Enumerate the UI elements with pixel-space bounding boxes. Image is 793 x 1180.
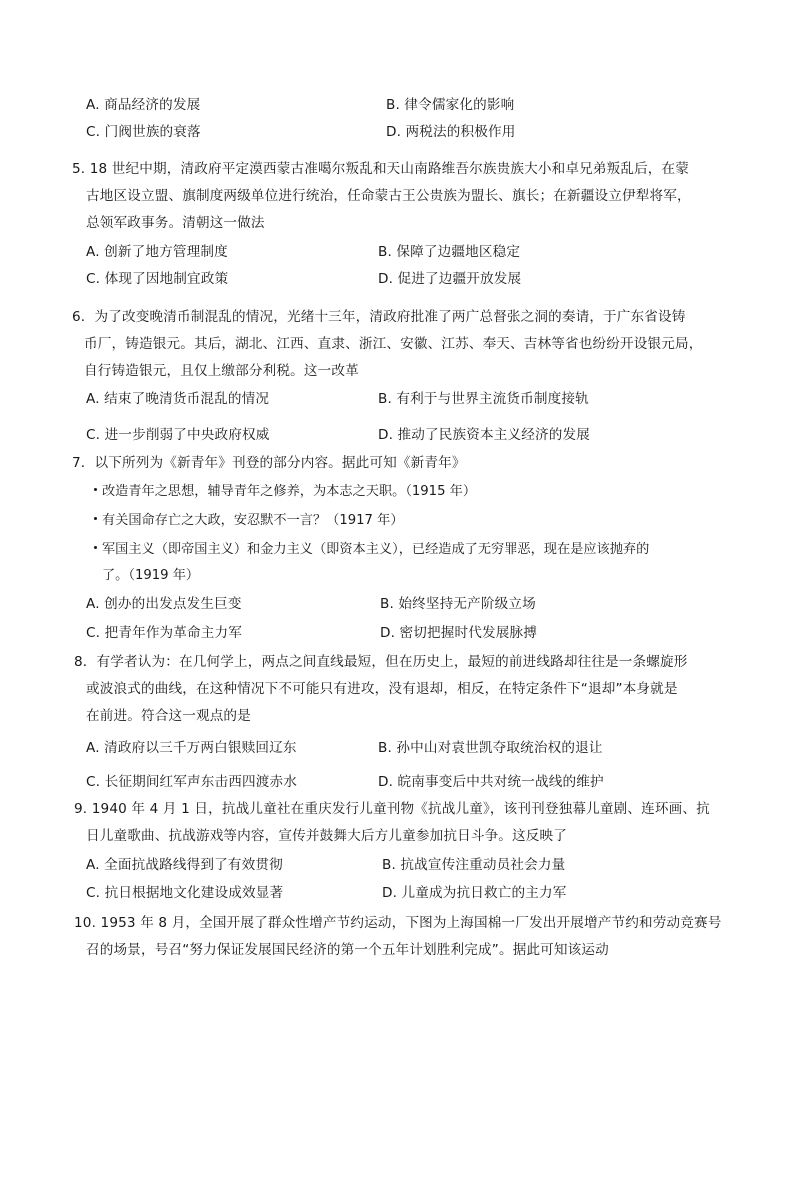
q4-option-a: A. 商品经济的发展 [86, 97, 201, 113]
q8-stem-line2: 或波浪式的曲线，在这种情况下不可能只有进攻，没有退却，相反，在特定条件下“退却”本身就是 [86, 681, 678, 697]
q5-stem-line2: 古地区设立盟、旗制度两级单位进行统治，任命蒙古王公贵族为盟长、旗长；在新疆设立伊犁将军， [86, 188, 691, 204]
q5-stem-line3: 总领军政事务。清朝这一做法 [86, 215, 265, 231]
q9-stem-line1: 9. 1940 年 4 月 1 日，抗战儿童社在重庆发行儿童刊物《抗战儿童》，该刊刊登独幕儿童剧、连环画、抗 [74, 801, 710, 817]
q7-bullet-1 [94, 482, 476, 502]
q4-option-b: B. 律令儒家化的影响 [386, 97, 515, 113]
q8-option-b: B. 孙中山对袁世凯夺取统治权的退让 [378, 740, 603, 756]
q8-option-c: C. 长征期间红军声东击西四渡赤水 [86, 774, 297, 790]
q7-bullet-1-text: 改造青年之思想，辅导青年之修养，为本志之天职。（1915 年） [102, 484, 477, 499]
q7-bullet-3-text: 军国主义（即帝国主义）和金力主义（即资本主义），已经造成了无穷罪恶，现在是应该抛弃的 [102, 542, 650, 557]
q8-option-a: A. 清政府以三千万两白银赎回辽东 [86, 740, 297, 756]
q9-option-d: D. 儿童成为抗日救亡的主力军 [382, 885, 567, 901]
q10-stem-line1: 10. 1953 年 8 月，全国开展了群众性增产节约运动，下图为上海国棉一厂发出开展增产节约和劳动竞赛号 [74, 915, 722, 931]
q8-option-d: D. 皖南事变后中共对统一战线的维护 [378, 774, 604, 790]
q7-bullet-2-text: 有关国命存亡之大政，安忍默不一言？（1917 年） [102, 513, 404, 528]
q8-stem-line1: 8．有学者认为：在几何学上，两点之间直线最短，但在历史上，最短的前进线路却往往是一条螺旋形 [74, 654, 688, 670]
q7-option-a: A. 创办的出发点发生巨变 [86, 596, 242, 612]
q6-stem-line2: 币厂，铸造银元。其后，湖北、江西、直隶、浙江、安徽、江苏、奉天、吉林等省也纷纷开设银元局， [84, 336, 703, 352]
q7-bullet-3-continued: 了。（1919 年） [102, 568, 200, 583]
q9-option-a: A. 全面抗战路线得到了有效贯彻 [86, 857, 283, 873]
q7-option-b: B. 始终坚持无产阶级立场 [380, 596, 536, 612]
q7-bullet-2 [94, 511, 404, 531]
q7-option-d: D. 密切把握时代发展脉搏 [380, 625, 537, 641]
q5-stem-line1: 5. 18 世纪中期，清政府平定漠西蒙古准噶尔叛乱和天山南路维吾尔族贵族大小和卓兄弟叛乱后，在蒙 [72, 161, 690, 177]
q7-bullet-3 [94, 540, 649, 560]
q4-option-c: C. 门阀世族的衰落 [86, 124, 201, 140]
q10-stem-line2: 召的场景，号召“努力保证发展国民经济的第一个五年计划胜利完成”。据此可知该运动 [86, 942, 609, 958]
q7-option-c: C. 把青年作为革命主力军 [86, 625, 243, 641]
q5-option-b: B. 保障了边疆地区稳定 [378, 244, 521, 260]
q5-option-c: C. 体现了因地制宜政策 [86, 271, 229, 287]
bullet-dot-icon [94, 517, 97, 520]
q5-option-a: A. 创新了地方管理制度 [86, 244, 228, 260]
q4-option-d: D. 两税法的积极作用 [386, 124, 516, 140]
bullet-dot-icon [94, 488, 97, 491]
q6-option-d: D. 推动了民族资本主义经济的发展 [378, 427, 590, 443]
q5-option-d: D. 促进了边疆开放发展 [378, 271, 522, 287]
q6-option-b: B. 有利于与世界主流货币制度接轨 [378, 391, 589, 407]
q6-option-a: A. 结束了晚清货币混乱的情况 [86, 391, 270, 407]
q9-option-b: B. 抗战宣传注重动员社会力量 [382, 857, 566, 873]
q7-stem-line1: 7．以下所列为《新青年》刊登的部分内容。据此可知《新青年》 [72, 455, 466, 471]
q9-option-c: C. 抗日根据地文化建设成效显著 [86, 885, 284, 901]
q6-option-c: C. 进一步削弱了中央政府权威 [86, 427, 270, 443]
q6-stem-line3: 自行铸造银元，且仅上缴部分利税。这一改革 [84, 363, 359, 379]
q9-stem-line2: 日儿童歌曲、抗战游戏等内容，宣传并鼓舞大后方儿童参加抗日斗争。这反映了 [86, 828, 568, 844]
bullet-dot-icon [94, 546, 97, 549]
q6-stem-line1: 6．为了改变晚清币制混乱的情况，光绪十三年，清政府批准了两广总督张之洞的奏请，于广东省设铸 [72, 309, 686, 325]
q8-stem-line3: 在前进。符合这一观点的是 [86, 708, 251, 724]
